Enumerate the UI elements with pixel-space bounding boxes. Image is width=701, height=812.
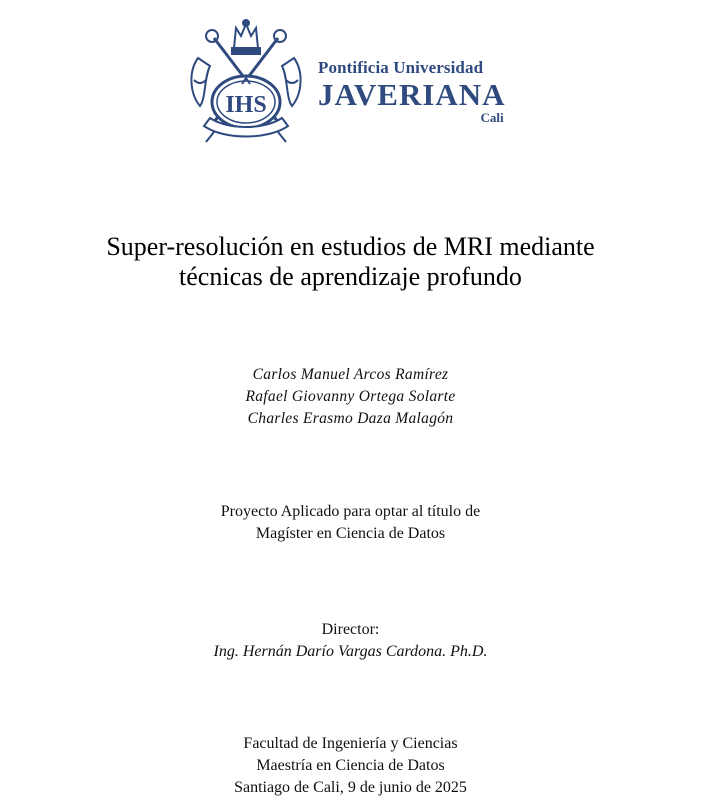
degree-purpose (0, 501, 701, 545)
director-block (0, 619, 701, 663)
university-name: JAVERIANA (318, 77, 506, 112)
author-name: Carlos Manuel Arcos Ramírez (252, 366, 449, 383)
director-name: Ing. Hernán Darío Vargas Cardona. Ph.D. (213, 643, 488, 660)
title-line-2: técnicas de aprendizaje profundo (179, 262, 522, 291)
faculty-name: Facultad de Ingeniería y Ciencias (243, 735, 458, 752)
authors-list (0, 364, 701, 430)
university-logo (180, 16, 506, 146)
university-wordmark (318, 58, 506, 125)
title-line-1: Super-resolución en estudios de MRI mediante (106, 232, 595, 261)
institution-footer (0, 733, 701, 799)
purpose-line-2: Magíster en Ciencia de Datos (255, 525, 446, 542)
document-title (0, 232, 701, 292)
place-date: Santiago de Cali, 9 de junio de 2025 (234, 779, 467, 796)
author-name: Charles Erasmo Daza Malagón (247, 410, 454, 427)
university-prefix: Pontificia Universidad (318, 58, 484, 77)
jesuit-seal-icon (184, 18, 308, 144)
program-name: Maestría en Ciencia de Datos (256, 757, 445, 774)
director-label: Director: (321, 621, 380, 638)
university-campus: Cali (480, 110, 504, 125)
purpose-line-1: Proyecto Aplicado para optar al título de (220, 503, 481, 520)
seal-lettering: IHS (225, 92, 267, 118)
author-name: Rafael Giovanny Ortega Solarte (245, 388, 456, 405)
